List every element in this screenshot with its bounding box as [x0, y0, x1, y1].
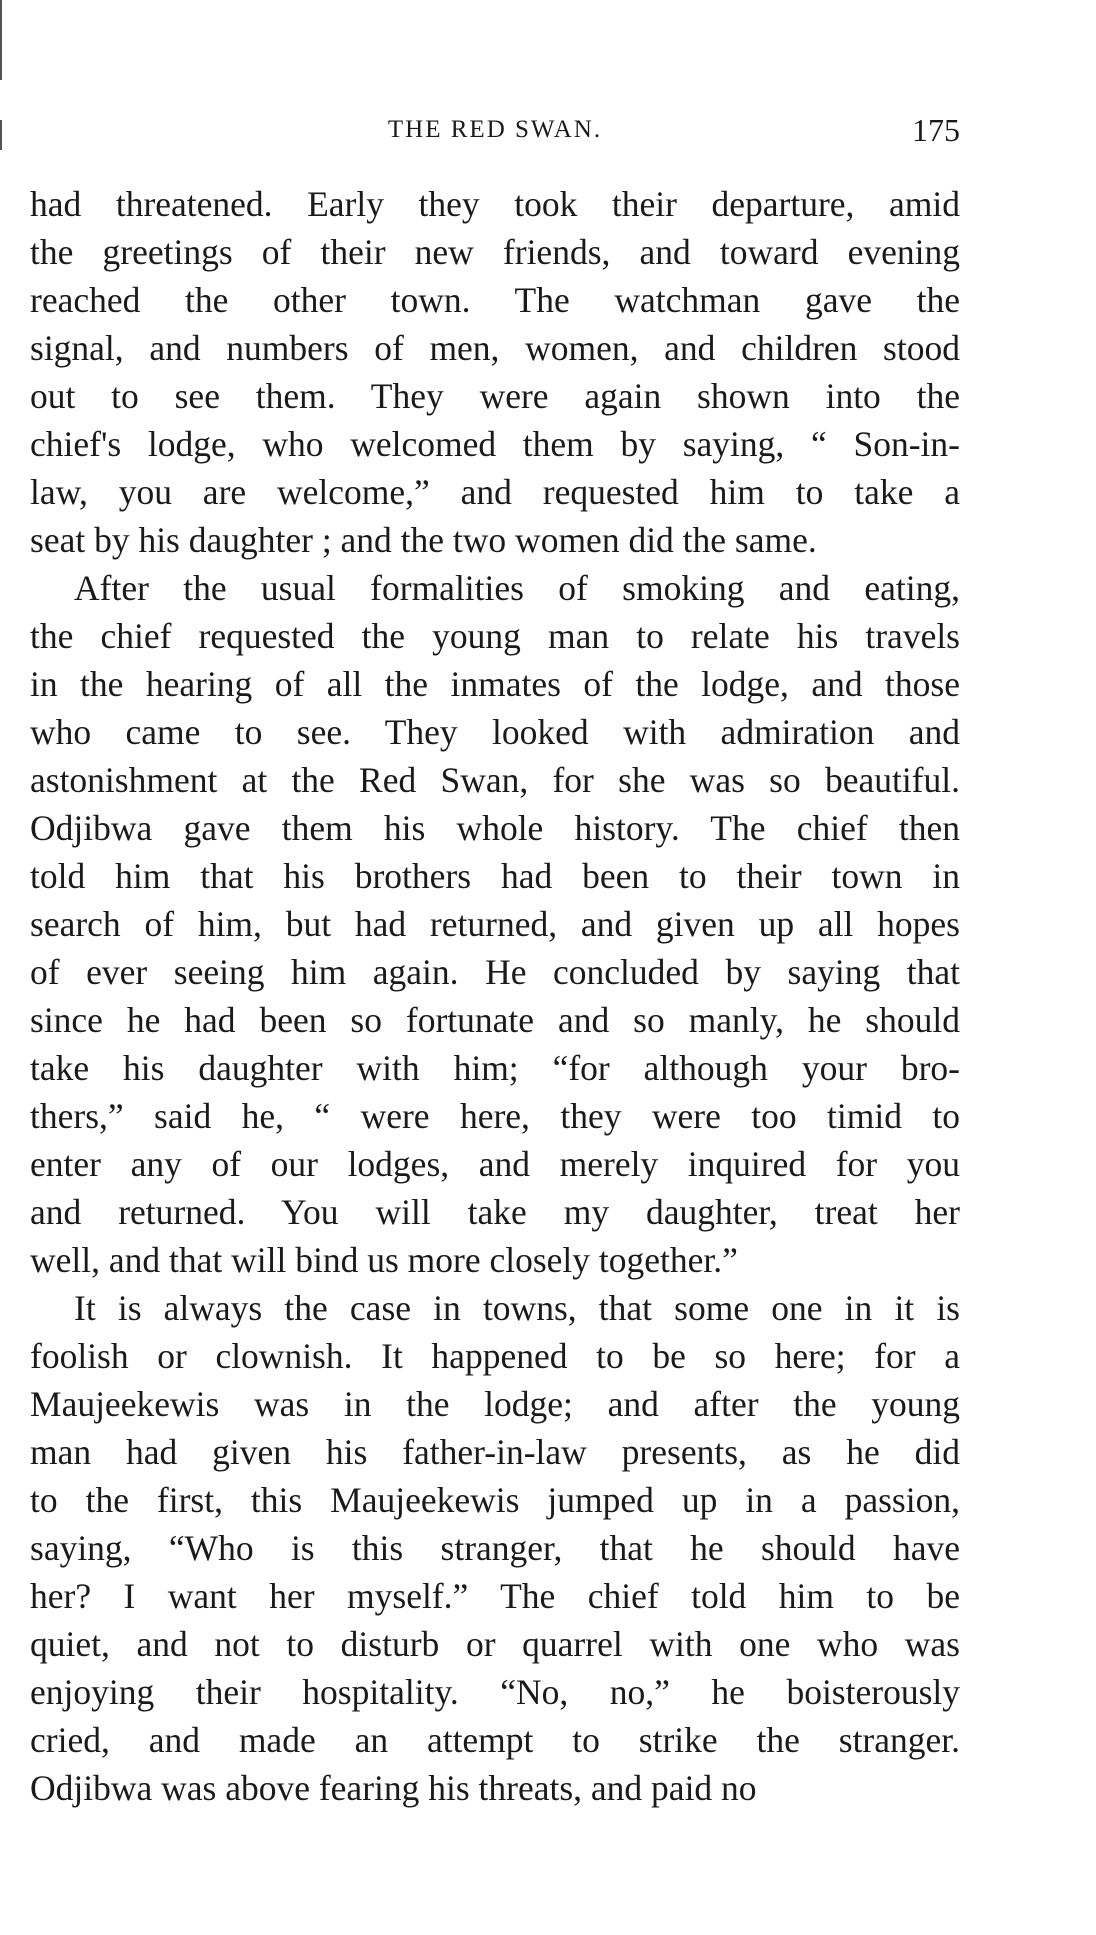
- text-line: It is always the case in towns, that some one in it is: [74, 1288, 960, 1328]
- text-line: cried, and made an attempt to strike the stranger.: [30, 1720, 960, 1760]
- text-line: the greetings of their new friends, and toward evening: [30, 232, 960, 272]
- paragraph: [30, 180, 960, 564]
- text-line: out to see them. They were again shown into the: [30, 376, 960, 416]
- text-line: and returned. You will take my daughter, treat her: [30, 1192, 960, 1232]
- paragraph: [30, 564, 960, 1284]
- page-header: [30, 108, 960, 152]
- text-line: reached the other town. The watchman gave the: [30, 280, 960, 320]
- text-line: the chief requested the young man to relate his travels: [30, 616, 960, 656]
- text-line: chief's lodge, who welcomed them by saying, “ Son-in-: [30, 424, 960, 464]
- text-line: man had given his father-in-law presents, as he did: [30, 1432, 960, 1472]
- text-line: quiet, and not to disturb or quarrel with one who was: [30, 1624, 960, 1664]
- text-line: told him that his brothers had been to their town in: [30, 856, 960, 896]
- scan-edge-mark: [0, 120, 2, 150]
- running-title: THE RED SWAN.: [387, 116, 603, 143]
- text-line: thers,” said he, “ were here, they were too timid to: [30, 1096, 960, 1136]
- text-line: Odjibwa was above fearing his threats, and paid no: [30, 1768, 757, 1808]
- text-line: her? I want her myself.” The chief told him to be: [30, 1576, 960, 1616]
- page-number: 175: [912, 112, 960, 148]
- text-line: who came to see. They looked with admiration and: [30, 712, 960, 752]
- text-line: signal, and numbers of men, women, and children stood: [30, 328, 960, 368]
- text-line: saying, “Who is this stranger, that he should have: [30, 1528, 960, 1568]
- text-line: to the first, this Maujeekewis jumped up in a passion,: [30, 1480, 960, 1520]
- body-text: [30, 180, 960, 1812]
- text-line: After the usual formalities of smoking and eating,: [74, 568, 960, 608]
- text-line: take his daughter with him; “for although your bro-: [30, 1048, 960, 1088]
- text-line: well, and that will bind us more closely together.”: [30, 1240, 738, 1280]
- paragraph: [30, 1284, 960, 1812]
- text-line: foolish or clownish. It happened to be so here; for a: [30, 1336, 960, 1376]
- text-line: astonishment at the Red Swan, for she was so beautiful.: [30, 760, 960, 800]
- text-line: search of him, but had returned, and given up all hopes: [30, 904, 960, 944]
- text-line: had threatened. Early they took their departure, amid: [30, 184, 960, 224]
- text-line: since he had been so fortunate and so manly, he should: [30, 1000, 960, 1040]
- text-line: enter any of our lodges, and merely inquired for you: [30, 1144, 960, 1184]
- text-line: of ever seeing him again. He concluded by saying that: [30, 952, 960, 992]
- text-line: enjoying their hospitality. “No, no,” he boisterously: [30, 1672, 960, 1712]
- text-line: law, you are welcome,” and requested him to take a: [30, 472, 960, 512]
- text-line: seat by his daughter ; and the two women did the same.: [30, 520, 817, 560]
- text-line: in the hearing of all the inmates of the lodge, and those: [30, 664, 960, 704]
- scan-edge-mark: [0, 0, 2, 80]
- text-line: Odjibwa gave them his whole history. The chief then: [30, 808, 960, 848]
- text-line: Maujeekewis was in the lodge; and after the young: [30, 1384, 960, 1424]
